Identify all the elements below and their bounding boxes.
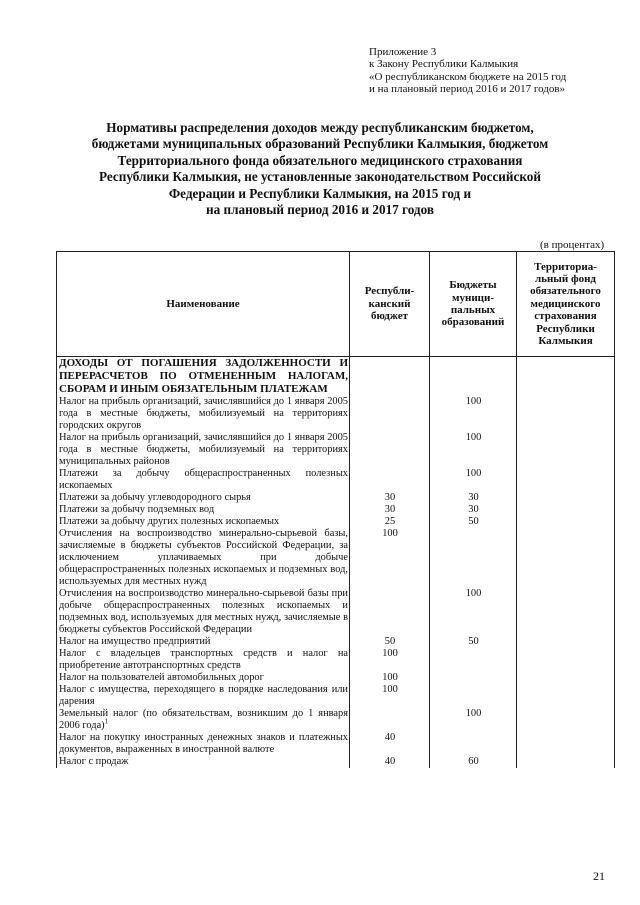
page-number: 21 (593, 869, 605, 883)
header-municipal: Бюджеты муници-пальных образований (430, 252, 517, 357)
table-row (57, 588, 615, 636)
cell-fund (517, 684, 615, 708)
cell-municipal: 100 (430, 588, 517, 636)
row-name-text: Платежи за добычу углеводородного сырья (59, 492, 251, 503)
row-name-text: Налог на прибыль организаций, зачислявшийся до 1 января 2005 года в местные бюджеты, мобилизуемый на территориях городских округов (59, 396, 348, 431)
row-name-text: Земельный налог (по обязательствам, возникшим до 1 января 2006 года) (59, 708, 348, 731)
row-name-text: ДОХОДЫ ОТ ПОГАШЕНИЯ ЗАДОЛЖЕННОСТИ И ПЕРЕРАСЧЕТОВ ПО ОТМЕНЕННЫМ НАЛОГАМ, СБОРАМ И ИНЫМ ОБЯЗАТЕЛЬНЫМ ПЛАТЕЖАМ (59, 357, 348, 395)
header-name: Наименование (57, 252, 350, 357)
row-name-text: Отчисления на воспроизводство минерально-сырьевой базы, зачисляемые в бюджеты субъектов Российской Федерации, за исключением уплачиваемых при добыче общераспространенных полезных ископаемых и подземных вод, используемых для местных нужд (59, 528, 348, 587)
row-name (57, 396, 350, 432)
cell-municipal (430, 672, 517, 684)
cell-fund (517, 708, 615, 732)
cell-republic: 100 (350, 528, 430, 588)
cell-fund (517, 468, 615, 492)
table-row (57, 468, 615, 492)
cell-republic: 40 (350, 732, 430, 756)
header-fund: Территориа-льный фонд обязательного медицинского страхования Республики Калмыкия (517, 252, 615, 357)
cell-municipal: 50 (430, 636, 517, 648)
table-row (57, 636, 615, 648)
table-row (57, 528, 615, 588)
row-name-text: Налог с продаж (59, 756, 129, 767)
cell-republic (350, 396, 430, 432)
cell-fund (517, 672, 615, 684)
cell-fund (517, 648, 615, 672)
row-name (57, 684, 350, 708)
table-row (57, 357, 615, 397)
cell-municipal: 60 (430, 756, 517, 768)
cell-republic: 40 (350, 756, 430, 768)
row-name (57, 504, 350, 516)
row-name-text: Налог на прибыль организаций, зачислявшийся до 1 января 2005 года в местные бюджеты, мобилизуемый на территориях муниципальных районов (59, 432, 348, 467)
cell-fund (517, 396, 615, 432)
cell-municipal: 100 (430, 468, 517, 492)
row-name-text: Платежи за добычу других полезных ископаемых (59, 516, 280, 527)
cell-fund (517, 492, 615, 504)
cell-fund (517, 588, 615, 636)
row-name-text: Платежи за добычу общераспространенных полезных ископаемых (59, 468, 348, 491)
row-name (57, 756, 350, 768)
row-name (57, 516, 350, 528)
cell-fund (517, 432, 615, 468)
cell-fund (517, 516, 615, 528)
table-row (57, 648, 615, 672)
row-name-text: Налог на покупку иностранных денежных знаков и платежных документов, выраженных в иностранной валюте (59, 732, 348, 755)
row-name (57, 708, 350, 732)
cell-republic (350, 468, 430, 492)
table-row (57, 516, 615, 528)
table-row (57, 396, 615, 432)
document-title (70, 120, 570, 218)
title-line: Территориального фонда обязательного медицинского страхования (117, 152, 523, 168)
table-row (57, 684, 615, 708)
row-name-text: Налог на пользователей автомобильных дорог (59, 672, 264, 683)
row-name (57, 636, 350, 648)
title-line: на плановый период 2016 и 2017 годов (206, 202, 434, 218)
cell-municipal: 30 (430, 504, 517, 516)
cell-municipal (430, 357, 517, 397)
cell-fund (517, 504, 615, 516)
cell-republic: 100 (350, 672, 430, 684)
cell-municipal: 50 (430, 516, 517, 528)
cell-republic (350, 432, 430, 468)
row-name (57, 648, 350, 672)
cell-fund (517, 357, 615, 397)
cell-municipal: 30 (430, 492, 517, 504)
footnote-mark: 1 (104, 717, 109, 726)
row-name-text: Налог на имущество предприятий (59, 636, 211, 647)
cell-fund (517, 528, 615, 588)
annex-line: Приложение 3 (369, 46, 437, 58)
row-name (57, 492, 350, 504)
table-row (57, 672, 615, 684)
cell-fund (517, 732, 615, 756)
annex-line: к Закону Республики Калмыкия (369, 58, 519, 71)
table-row (57, 504, 615, 516)
cell-municipal: 100 (430, 432, 517, 468)
cell-republic: 100 (350, 684, 430, 708)
units-note: (в процентах) (540, 239, 605, 251)
row-name (57, 732, 350, 756)
cell-republic (350, 588, 430, 636)
cell-municipal: 100 (430, 708, 517, 732)
table-row (57, 732, 615, 756)
title-line: бюджетами муниципальных образований Республики Калмыкия, бюджетом (91, 136, 549, 152)
row-name-text: Налог с владельцев транспортных средств и налог на приобретение автотранспортных средств (59, 648, 348, 671)
cell-fund (517, 756, 615, 768)
cell-municipal: 100 (430, 396, 517, 432)
cell-municipal (430, 684, 517, 708)
row-name-text: Платежи за добычу подземных вод (59, 504, 215, 515)
row-name (57, 432, 350, 468)
row-name (57, 528, 350, 588)
annex-header (369, 46, 566, 96)
cell-republic: 30 (350, 492, 430, 504)
cell-republic: 50 (350, 636, 430, 648)
table-row (57, 492, 615, 504)
row-name (57, 357, 350, 397)
cell-republic (350, 357, 430, 397)
cell-republic: 30 (350, 504, 430, 516)
cell-republic: 100 (350, 648, 430, 672)
header-republic: Республи-канский бюджет (350, 252, 430, 357)
row-name (57, 468, 350, 492)
cell-municipal (430, 648, 517, 672)
table-row (57, 432, 615, 468)
table-row (57, 756, 615, 768)
cell-fund (517, 636, 615, 648)
title-line: Республики Калмыкия, не установленные законодательством Российской (99, 169, 541, 185)
title-line: Федерации и Республики Калмыкия, на 2015 год и (168, 185, 472, 201)
row-name-text: Отчисления на воспроизводство минерально-сырьевой базы при добыче общераспространенных полезных ископаемых и подземных вод, используемых для местных нужд, зачисляемые в бюджеты субъектов Российской Федерации (59, 588, 348, 635)
cell-municipal (430, 528, 517, 588)
row-name (57, 588, 350, 636)
cell-republic (350, 708, 430, 732)
title-line: Нормативы распределения доходов между республиканским бюджетом, (106, 120, 534, 135)
annex-line: и на плановый период 2016 и 2017 годов» (369, 83, 566, 96)
table-body (57, 357, 615, 769)
table-row (57, 708, 615, 732)
row-name-text: Налог с имущества, переходящего в порядке наследования или дарения (59, 684, 348, 707)
cell-municipal (430, 732, 517, 756)
cell-republic: 25 (350, 516, 430, 528)
row-name (57, 672, 350, 684)
distribution-table (56, 251, 615, 768)
table-header-row (57, 252, 615, 357)
annex-line: «О республиканском бюджете на 2015 год (369, 70, 567, 83)
